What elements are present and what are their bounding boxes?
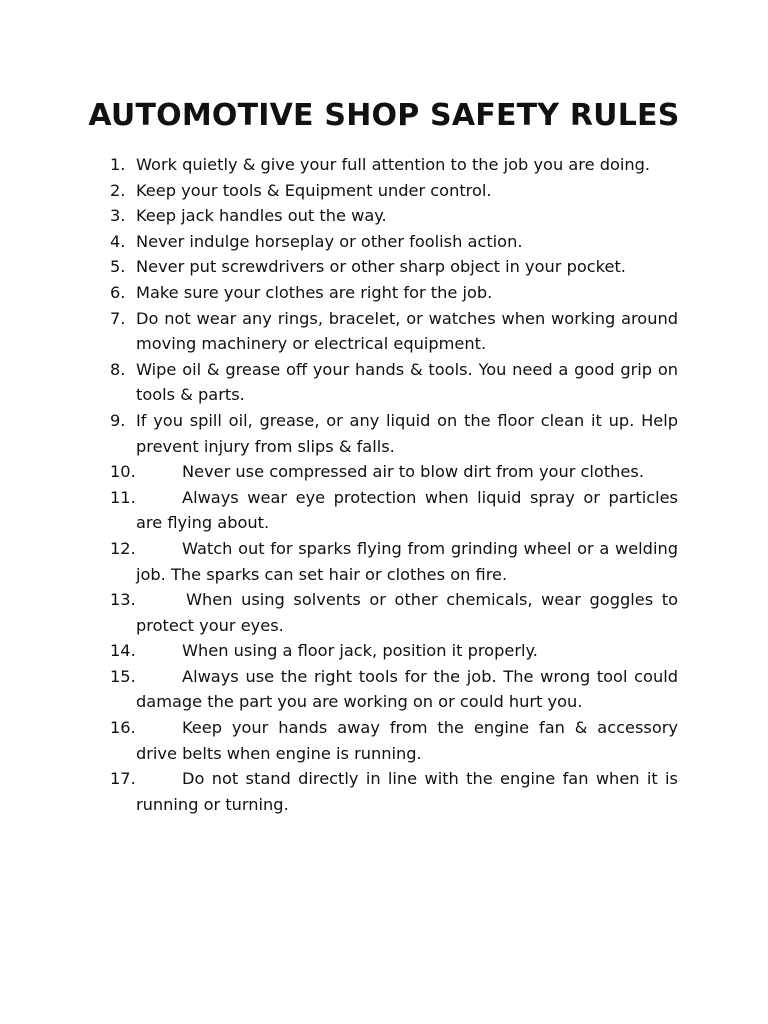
rule-number: 15.	[110, 666, 136, 686]
rule-item	[110, 638, 678, 664]
rule-text: Keep your hands away from the engine fan & accessory drive belts when engine is running.	[136, 718, 678, 763]
rule-number: 5.	[110, 257, 126, 277]
rule-item	[110, 408, 678, 459]
rule-item	[110, 766, 678, 817]
rule-text: When using a floor jack, position it properly.	[182, 641, 538, 661]
rule-item	[110, 664, 678, 715]
rule-item	[110, 715, 678, 766]
rule-number: 8.	[110, 359, 126, 379]
rule-text: Keep your tools & Equipment under control.	[136, 180, 492, 200]
rule-text: Never indulge horseplay or other foolish action.	[136, 231, 523, 251]
rule-number: 6.	[110, 282, 126, 302]
rule-number: 7.	[110, 308, 126, 328]
rule-text: Keep jack handles out the way.	[136, 206, 387, 226]
rule-item	[110, 536, 678, 587]
rule-item	[110, 306, 678, 357]
rule-number: 3.	[110, 206, 126, 226]
rule-number: 11.	[110, 487, 136, 507]
rule-number: 4.	[110, 231, 126, 251]
rule-item	[110, 459, 678, 485]
rule-item	[110, 203, 678, 229]
rule-text: Never put screwdrivers or other sharp object in your pocket.	[136, 257, 626, 277]
rule-number: 12.	[110, 538, 136, 558]
rule-text: Work quietly & give your full attention to the job you are doing.	[136, 155, 651, 174]
rule-text: Wipe oil & grease off your hands & tools. You need a good grip on tools & parts.	[136, 359, 678, 405]
safety-rules-list	[110, 152, 678, 817]
rule-text: Never use compressed air to blow dirt from your clothes.	[182, 462, 644, 482]
rule-item	[110, 587, 678, 638]
rule-text: Do not stand directly in line with the engine fan when it is running or turning.	[136, 769, 678, 814]
rule-text: Do not wear any rings, bracelet, or watches when working around moving machinery or electrical equipment.	[136, 308, 678, 354]
rule-item	[110, 280, 678, 306]
rule-text: Always use the right tools for the job. The wrong tool could damage the part you are working on or could hurt you.	[136, 666, 678, 712]
rule-item	[110, 229, 678, 255]
rule-number: 2.	[110, 180, 126, 200]
rule-text: If you spill oil, grease, or any liquid on the floor clean it up. Help prevent injury from slips & falls.	[136, 410, 678, 456]
rule-item	[110, 254, 678, 280]
rule-item	[110, 152, 678, 178]
rule-item	[110, 357, 678, 408]
rule-text: Make sure your clothes are right for the job.	[136, 282, 493, 302]
rule-number: 13.	[110, 590, 136, 610]
rule-number: 10.	[110, 462, 136, 482]
rule-item	[110, 178, 678, 204]
rule-item	[110, 485, 678, 536]
rule-number: 9.	[110, 410, 126, 430]
rule-number: 17.	[110, 769, 136, 789]
document-title: AUTOMOTIVE SHOP SAFETY RULES	[88, 98, 680, 133]
rule-text: When using solvents or other chemicals, wear goggles to protect your eyes.	[136, 590, 678, 635]
rule-number: 16.	[110, 718, 136, 738]
rule-number: 14.	[110, 641, 136, 661]
rule-text: Always wear eye protection when liquid spray or particles are flying about.	[136, 487, 678, 533]
rule-text: Watch out for sparks flying from grinding wheel or a welding job. The sparks can set hair or clothes on fire.	[136, 538, 678, 584]
rule-number: 1.	[110, 155, 126, 174]
